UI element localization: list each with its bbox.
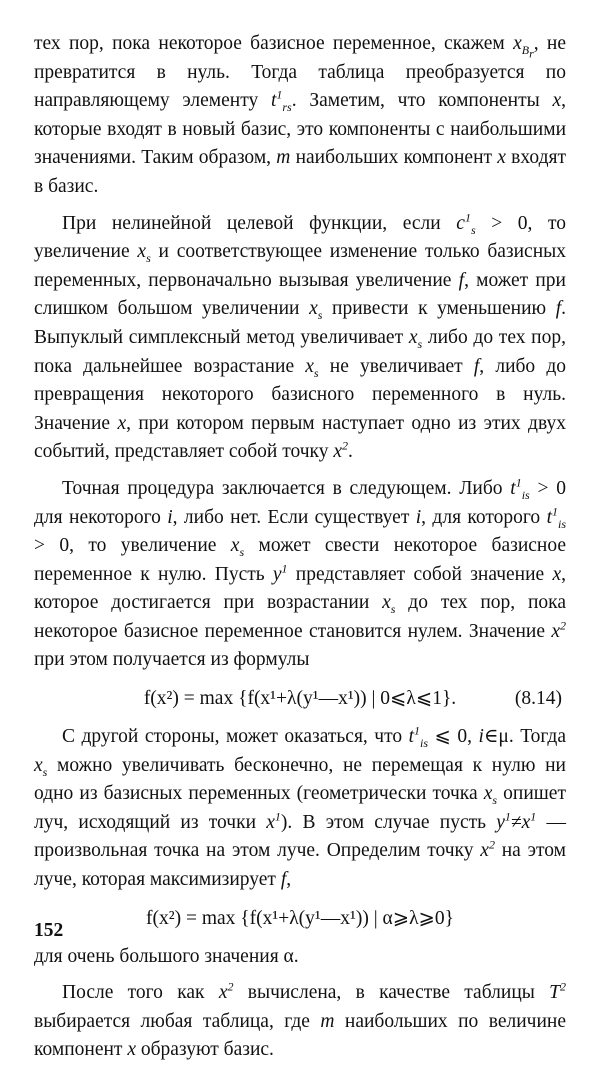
paragraph-5: для очень большого значения α.	[34, 945, 299, 967]
paragraph-1: тех пор, пока некоторое базисное переменное, скажем $x_{B_r}$, не превратится в нуль. Тогда таблица преобразуется по направляющему элементу $t^1_{rs}$. Заметим, что компоненты x, которые входят в новый базис, это компоненты с наибольшими значениями. Таким образом, m наибольших компонент x входят в базис.	[34, 33, 566, 197]
var-t-rs: $t^1_{rs}$	[270, 87, 292, 115]
formula-8-14: f(x²) = max {f(x¹+λ(y¹—x¹)) | 0⩽λ⩽1}. (8.14)	[34, 683, 566, 715]
paragraph-6: После того как $x^2$ вычислена, в качестве таблицы $T^2$ выбирается любая таблица, где m наибольших по величине компонент x образуют базис.	[34, 979, 567, 1061]
formula-2: f(x²) = max {f(x¹+λ(y¹—x¹)) | α⩾λ⩾0}	[146, 907, 454, 929]
page-number: 152	[34, 920, 64, 941]
paragraph-2: При нелинейной целевой функции, если $c^1_s > 0$, то увеличение $x_s$ и соответствующее изменение только базисных переменных, первоначально вызывая увеличение f, может при слишком большом увеличении $x_s$ привести к уменьшению f. Выпуклый симплексный метод увеличивает $x_s$ либо до тех пор, пока дальнейшее возрастание $x_s$ не увеличивает f, либо до превращения некоторого базисного переменного в нуль. Значение x, при котором первым наступает одно из этих двух событий, представляет собой точку $x^2$.	[34, 210, 567, 463]
paragraph-4: С другой стороны, может оказаться, что $t^1_{is}$ ⩽ 0, i∈μ. Тогда $x_s$ можно увеличивать бесконечно, не перемещая к нулю ни одно из базисных переменных (геометрически точка $x_s$ опишет луч, исходящий из точки $x^1$). В этом случае пусть $y^1\ne x^1$ — произвольная точка на этом луче. Определим точку $x^2$ на этом луче, которая максимизирует f,	[34, 723, 566, 891]
var-c-s: $c^1_s$	[456, 210, 476, 237]
paragraph-3: Точная процедура заключается в следующем. Либо $t^1_{is} > 0$ для некоторого i, либо нет. Если существует i, для которого $t^1_{is} > 0$, то увеличение $x_s$ может свести некоторое базисное переменное к нулю. Пусть $y^1$ представляет собой значение x, которое достигается при возрастании $x_s$ до тех пор, пока некоторое базисное переменное становится нулем. Значение $x^2$ при этом получается из формулы	[34, 475, 567, 671]
equation-number: (8.14)	[514, 688, 562, 710]
var-x-br: $x_{B_r}$	[513, 33, 534, 61]
